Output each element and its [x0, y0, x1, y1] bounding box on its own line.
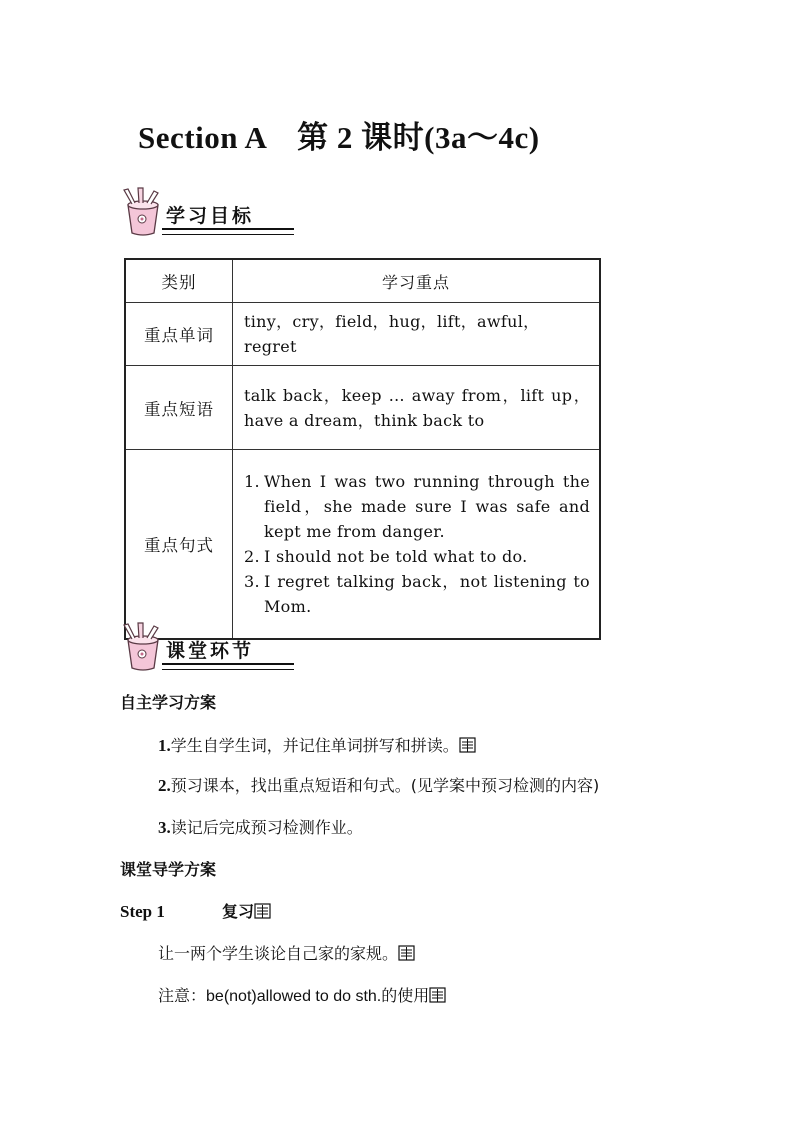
self-study-heading: 自主学习方案	[120, 693, 217, 712]
sentence-number: 3.	[244, 572, 260, 591]
step-1-row	[120, 899, 271, 922]
row-category: 重点单词	[125, 303, 233, 366]
step-title: 复习	[221, 902, 254, 921]
item-text: 预习课本，找出重点短语和句式。(见学案中预习检测的内容)	[170, 776, 600, 795]
header-focus: 学习重点	[233, 259, 601, 303]
sentence-number: 1.	[244, 472, 260, 491]
class-heading: 课堂环节	[166, 640, 255, 662]
guide-heading: 课堂导学方案	[120, 860, 217, 879]
key-words: tiny，cry，field，hug，lift，awful，regret	[233, 303, 601, 366]
step-1-line-1	[158, 941, 415, 964]
row-category: 重点短语	[125, 366, 233, 450]
item-number: 1.	[158, 736, 171, 755]
heading-underline	[162, 663, 294, 670]
self-study-item-2	[158, 773, 599, 796]
stamp-mark-icon	[398, 945, 415, 961]
row-category: 重点句式	[125, 450, 233, 640]
note-prefix: 注意：	[158, 986, 207, 1005]
item-number: 3.	[158, 818, 171, 837]
item-text: 学生自学生词，并记住单词拼写和拼读。	[170, 736, 459, 755]
heading-underline	[162, 228, 294, 235]
table-header-row	[125, 259, 600, 303]
key-sentences	[233, 450, 601, 640]
item-number: 2.	[158, 776, 171, 795]
goals-section-header	[118, 187, 294, 237]
sentence-text: I regret talking back，not listening to Mom.	[264, 572, 590, 616]
sentence-number: 2.	[244, 547, 260, 566]
pencil-cup-icon	[118, 187, 166, 237]
pencil-cup-icon	[118, 622, 166, 672]
page-title: Section A 第 2 课时(3a～4c)	[138, 120, 540, 155]
key-phrases: talk back，keep … away from，lift up，have a dream，think back to	[233, 366, 601, 450]
sentence-item	[244, 469, 590, 544]
stamp-mark-icon	[459, 737, 476, 753]
study-goals-table	[124, 258, 601, 640]
self-study-item-3	[158, 815, 363, 838]
guide-text: 让一两个学生谈论自己家的家规。	[158, 944, 399, 963]
goals-heading: 学习目标	[166, 205, 255, 227]
sentence-item	[244, 544, 590, 569]
class-section-header	[118, 622, 294, 672]
step-1-line-2	[158, 983, 446, 1006]
sentence-text: I should not be told what to do.	[264, 547, 528, 566]
stamp-mark-icon	[254, 903, 271, 919]
note-text: be(not)allowed to do sth.的使用	[206, 988, 430, 1005]
self-study-item-1	[158, 733, 476, 756]
sentence-item	[244, 569, 590, 619]
table-row	[125, 366, 600, 450]
item-text: 读记后完成预习检测作业。	[170, 818, 363, 837]
stamp-mark-icon	[429, 987, 446, 1003]
header-category: 类别	[125, 259, 233, 303]
sentence-text: When I was two running through the field，she made sure I was safe and kept me from danger.	[264, 472, 590, 541]
table-row	[125, 450, 600, 640]
step-label: Step 1	[120, 902, 165, 921]
table-row	[125, 303, 600, 366]
